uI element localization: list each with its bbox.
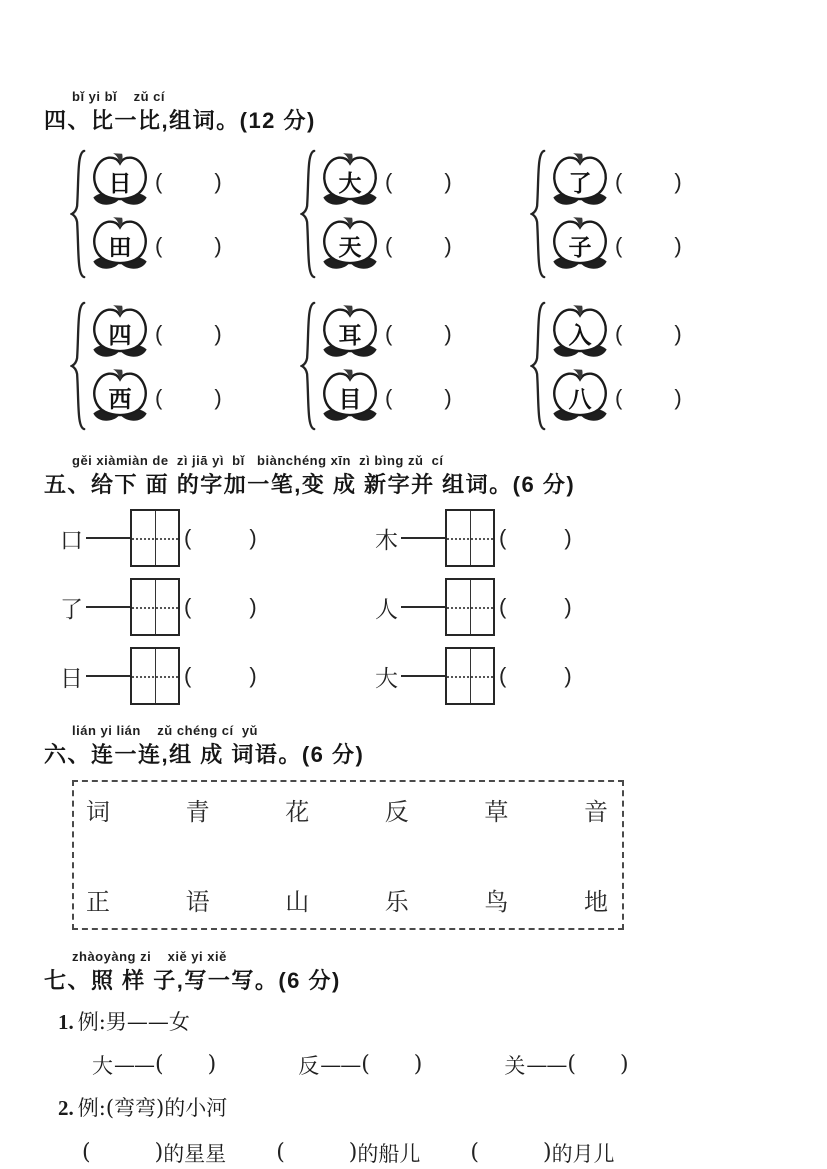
paren-open: ( <box>82 1140 91 1165</box>
add-stroke-row <box>375 579 797 635</box>
paren-close: ) <box>619 1052 629 1077</box>
connector-line <box>86 606 130 608</box>
section5-title: 五、给下 面 的字加一笔,变 成 新字并 组词。(6 分) <box>44 472 576 497</box>
section-add-stroke <box>44 452 797 704</box>
example-text: 例:男——女 <box>77 1010 190 1034</box>
connector-line <box>401 537 445 539</box>
adjective-blank <box>470 1138 614 1168</box>
matching-row-bottom <box>86 888 608 916</box>
add-stroke-row <box>60 579 375 635</box>
paren-close: ) <box>542 1140 552 1165</box>
paren-close: ) <box>249 663 257 688</box>
section4-pinyin: bǐ yi bǐ zǔ cí <box>72 89 166 104</box>
connector-line <box>86 537 130 539</box>
paren-close: ) <box>249 525 257 550</box>
brace-icon <box>530 296 546 436</box>
adjective-blanks-row <box>82 1138 797 1168</box>
character: 了 <box>60 596 83 623</box>
item-number: 1. <box>58 1010 74 1034</box>
paren-close: ) <box>214 169 222 194</box>
phrase-suffix: 的船儿 <box>357 1142 421 1166</box>
peach-icon <box>318 304 382 364</box>
paren-close: ) <box>249 594 257 619</box>
phrase-suffix: 的月儿 <box>551 1142 615 1166</box>
connector-line <box>401 675 445 677</box>
brace-icon <box>70 144 86 284</box>
match-character: 音 <box>583 798 608 826</box>
paren-open: ( <box>499 663 507 688</box>
brace-icon <box>530 144 546 284</box>
peach-item <box>318 367 452 429</box>
writing-box <box>445 578 495 636</box>
peach-item <box>548 151 682 213</box>
dash: —— <box>526 1053 567 1077</box>
paren-close: ) <box>348 1140 358 1165</box>
paren-close: ) <box>444 385 452 410</box>
writing-box <box>130 647 180 705</box>
peach-icon <box>548 304 612 364</box>
character: 天 <box>338 233 362 261</box>
paren-close: ) <box>413 1052 423 1077</box>
writing-box <box>130 578 180 636</box>
example-1 <box>58 1006 797 1036</box>
example-2 <box>58 1092 797 1122</box>
writing-box <box>445 509 495 567</box>
peach-icon <box>88 152 152 212</box>
writing-box <box>445 647 495 705</box>
paren-open: ( <box>276 1140 285 1165</box>
paren-open: ( <box>155 169 163 194</box>
character: 耳 <box>338 321 362 349</box>
adjective-blank <box>276 1138 420 1168</box>
peach-pair-5 <box>300 296 530 436</box>
connector-line <box>86 675 130 677</box>
character: 八 <box>568 385 592 413</box>
peach-icon <box>88 304 152 364</box>
character: 入 <box>568 321 592 349</box>
peach-item <box>88 303 222 365</box>
paren-open: ( <box>385 233 393 258</box>
section-compare-words <box>44 88 797 436</box>
paren-close: ) <box>674 321 682 346</box>
character: 目 <box>338 385 362 413</box>
paren-open: ( <box>155 233 163 258</box>
paren-close: ) <box>207 1052 217 1077</box>
example-text: 例:(弯弯)的小河 <box>77 1096 228 1120</box>
paren-open: ( <box>155 321 163 346</box>
dash: —— <box>320 1053 361 1077</box>
match-character: 地 <box>583 888 608 916</box>
character: 子 <box>568 233 592 261</box>
section7-pinyin: zhàoyàng zi xiě yi xiě <box>72 949 227 964</box>
matching-row-top <box>86 798 608 826</box>
paren-open: ( <box>615 385 623 410</box>
character: 关 <box>504 1054 526 1078</box>
add-stroke-row <box>375 510 797 566</box>
paren-close: ) <box>214 233 222 258</box>
match-character: 山 <box>285 888 310 916</box>
peach-icon <box>548 216 612 276</box>
paren-open: ( <box>615 169 623 194</box>
peach-pairs-grid <box>70 144 797 436</box>
paren-close: ) <box>214 321 222 346</box>
section-follow-example <box>44 948 797 1168</box>
peach-item <box>318 303 452 365</box>
peach-pair-1 <box>70 144 300 284</box>
peach-item <box>548 367 682 429</box>
peach-pair-3 <box>530 144 760 284</box>
character: 大 <box>338 169 362 197</box>
character: 了 <box>568 169 592 197</box>
paren-close: ) <box>444 233 452 258</box>
connector-line <box>401 606 445 608</box>
section-matching <box>44 722 797 930</box>
antonym-blank <box>298 1050 422 1080</box>
character: 日 <box>108 169 132 197</box>
character: 日 <box>60 665 83 692</box>
dash: —— <box>114 1053 154 1077</box>
paren-open: ( <box>470 1140 479 1165</box>
section6-pinyin: lián yi lián zǔ chéng cí yǔ <box>72 723 258 738</box>
peach-icon <box>318 368 382 428</box>
phrase-suffix: 的星星 <box>163 1142 227 1166</box>
add-stroke-row <box>375 648 797 704</box>
paren-close: ) <box>444 321 452 346</box>
item-number: 2. <box>58 1096 74 1120</box>
peach-icon <box>548 368 612 428</box>
paren-open: ( <box>385 321 393 346</box>
antonym-blanks-row <box>92 1050 797 1080</box>
adjective-blank <box>82 1138 226 1168</box>
paren-close: ) <box>674 169 682 194</box>
match-character: 反 <box>384 798 409 826</box>
section7-title: 七、照 样 子,写一写。(6 分) <box>44 968 341 993</box>
peach-icon <box>548 152 612 212</box>
brace-icon <box>70 296 86 436</box>
paren-close: ) <box>564 525 572 550</box>
character: 口 <box>60 527 83 554</box>
paren-close: ) <box>154 1140 164 1165</box>
section6-title: 六、连一连,组 成 词语。(6 分) <box>44 742 365 767</box>
peach-icon <box>318 216 382 276</box>
paren-close: ) <box>674 233 682 258</box>
character: 大 <box>375 665 398 692</box>
peach-icon <box>88 216 152 276</box>
peach-item <box>548 303 682 365</box>
character: 田 <box>108 233 132 261</box>
brace-icon <box>300 296 316 436</box>
paren-open: ( <box>567 1052 576 1077</box>
brace-icon <box>300 144 316 284</box>
add-stroke-row <box>60 510 375 566</box>
section4-title: 四、比一比,组词。(12 分) <box>44 108 316 133</box>
character: 木 <box>375 527 398 554</box>
peach-icon <box>88 368 152 428</box>
paren-close: ) <box>564 663 572 688</box>
match-character: 花 <box>285 798 310 826</box>
match-character: 草 <box>484 798 509 826</box>
peach-item <box>548 215 682 277</box>
character: 大 <box>92 1054 113 1078</box>
character: 人 <box>375 596 398 623</box>
paren-open: ( <box>615 321 623 346</box>
paren-open: ( <box>155 1052 164 1077</box>
peach-item <box>88 367 222 429</box>
section5-pinyin: gěi xiàmiàn de zì jiā yì bǐ biànchéng xīn zì bìng zǔ cí <box>72 453 444 468</box>
antonym-blank <box>92 1050 216 1080</box>
peach-icon <box>318 152 382 212</box>
paren-open: ( <box>184 594 192 619</box>
match-character: 鸟 <box>484 888 509 916</box>
match-character: 语 <box>185 888 210 916</box>
match-character: 乐 <box>384 888 409 916</box>
peach-item <box>88 215 222 277</box>
peach-item <box>88 151 222 213</box>
paren-close: ) <box>674 385 682 410</box>
peach-item <box>318 151 452 213</box>
matching-box <box>72 780 624 930</box>
paren-open: ( <box>184 525 192 550</box>
writing-box <box>130 509 180 567</box>
paren-open: ( <box>499 525 507 550</box>
paren-close: ) <box>214 385 222 410</box>
peach-pair-4 <box>70 296 300 436</box>
paren-open: ( <box>615 233 623 258</box>
character: 四 <box>108 321 132 349</box>
paren-open: ( <box>385 169 393 194</box>
match-character: 青 <box>185 798 210 826</box>
antonym-blank <box>504 1050 628 1080</box>
paren-close: ) <box>444 169 452 194</box>
match-character: 正 <box>86 888 110 916</box>
paren-open: ( <box>184 663 192 688</box>
add-stroke-grid <box>60 510 797 704</box>
character: 反 <box>298 1054 320 1078</box>
paren-open: ( <box>499 594 507 619</box>
peach-item <box>318 215 452 277</box>
paren-open: ( <box>155 385 163 410</box>
peach-pair-6 <box>530 296 760 436</box>
peach-pair-2 <box>300 144 530 284</box>
paren-close: ) <box>564 594 572 619</box>
paren-open: ( <box>361 1052 370 1077</box>
add-stroke-row <box>60 648 375 704</box>
paren-open: ( <box>385 385 393 410</box>
character: 西 <box>108 385 132 413</box>
match-character: 词 <box>86 798 110 826</box>
